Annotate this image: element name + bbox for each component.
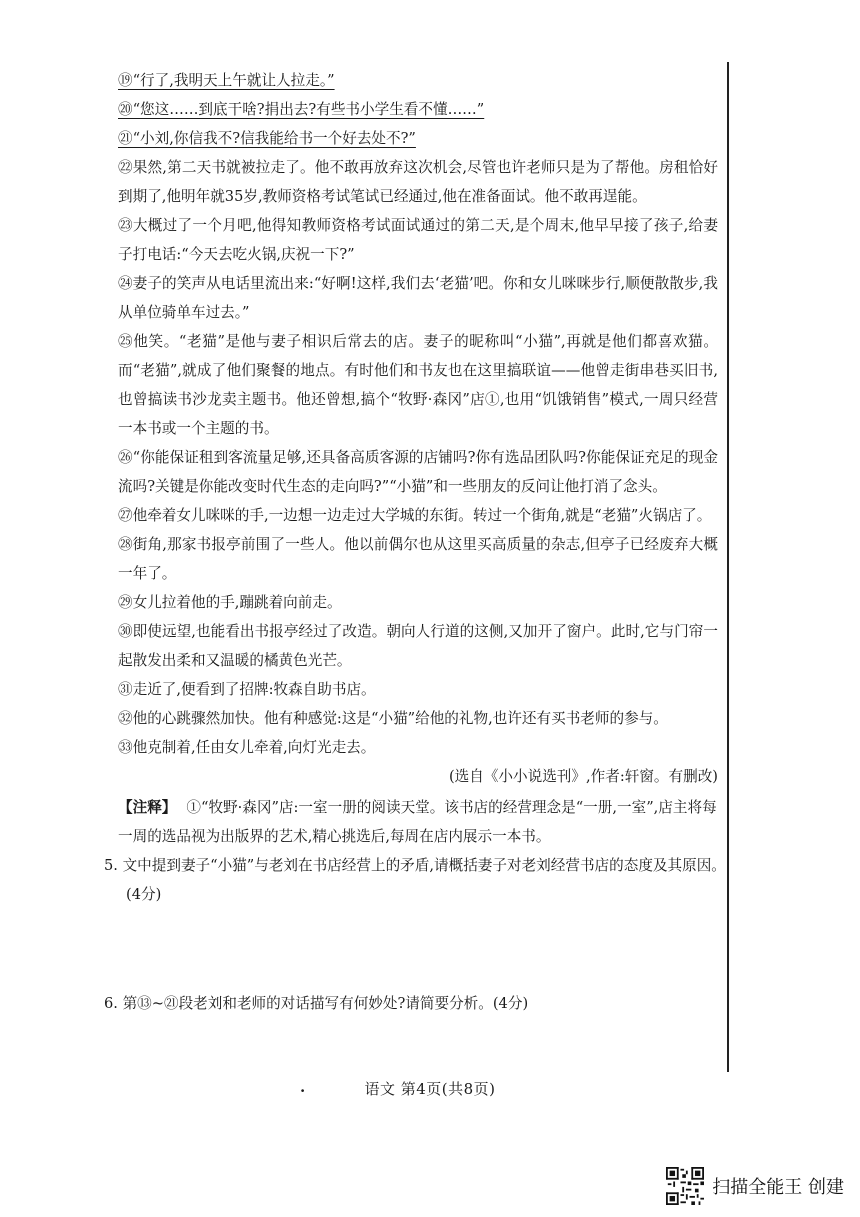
qr-code-icon (666, 1167, 704, 1205)
scanner-watermark (666, 1166, 844, 1206)
page-number: 语文 第4页(共8页) (364, 1080, 496, 1098)
paragraph-22: ㉒果然,第二天书就被拉走了。他不敢再放弃这次机会,尽管也许老师只是为了帮他。房租恰好到期了,他明年就35岁,教师资格考试笔试已经通过,他在准备面试。他不敢再逞能。 (118, 159, 718, 205)
paragraph-30: ㉚即使远望,也能看出书报亭经过了改造。朝向人行道的这侧,又加开了窗户。此时,它与门帘一起散发出柔和又温暖的橘黄色光芒。 (118, 623, 718, 669)
reading-passage (104, 66, 726, 1018)
paragraph-33: ㉝他克制着,任由女儿牵着,向灯光走去。 (118, 739, 376, 756)
paragraph-26: ㉖“你能保证租到客流量足够,还具备高质客源的店铺吗?你有选品团队吗?你能保证充足的现金流吗?关键是你能改变时代生态的走向吗?”“小猫”和一些朋友的反问让他打消了念头。 (118, 449, 718, 495)
paragraph-20: ⑳“您这……到底干啥?捐出去?有些书小学生看不懂……” (118, 101, 485, 118)
footnote (118, 793, 718, 851)
footnote-text: ①“牧野·森冈”店:一室一册的阅读天堂。该书店的经营理念是“一册,一室”,店主将每一周的选品视为出版界的艺术,精心挑选后,每周在店内展示一本书。 (118, 799, 717, 845)
source-citation: (选自《小小说选刊》,作者:轩窗。有删改) (448, 768, 718, 785)
paragraph-25: ㉕他笑。“老猫”是他与妻子相识后常去的店。妻子的昵称叫“小猫”,再就是他们都喜欢猫。而“老猫”,就成了他们聚餐的地点。有时他们和书友也在这里搞联谊——他曾走街串巷买旧书,也曾搞读书沙龙卖主题书。他还曾想,搞个“牧野·森冈”店①,也用“饥饿销售”模式,一周只经营一本书或一个主题的书。 (118, 333, 718, 437)
binding-margin-line (727, 62, 729, 1072)
paragraph-24: ㉔妻子的笑声从电话里流出来:“好啊!这样,我们去‘老猫’吧。你和女儿咪咪步行,顺便散散步,我从单位骑单车过去。” (118, 275, 718, 321)
page-footer (0, 1078, 860, 1099)
paragraph-23: ㉓大概过了一个月吧,他得知教师资格考试面试通过的第二天,是个周末,他早早接了孩子,给妻子打电话:“今天去吃火锅,庆祝一下?” (118, 217, 718, 263)
watermark-text: 扫描全能王 创建 (712, 1177, 844, 1198)
paragraph-28: ㉘街角,那家书报亭前围了一些人。他以前偶尔也从这里买高质量的杂志,但亭子已经废弃大概一年了。 (118, 536, 718, 582)
paragraph-21: ㉑“小刘,你信我不?信我能给书一个好去处不?” (118, 130, 416, 147)
answer-space-5[interactable] (118, 909, 718, 989)
question-5: 5. 文中提到妻子“小猫”与老刘在书店经营上的矛盾,请概括妻子对老刘经营书店的态度及其原因。(4分) (104, 857, 726, 903)
paragraph-29: ㉙女儿拉着他的手,蹦跳着向前走。 (118, 594, 342, 611)
paragraph-19: ⑲“行了,我明天上午就让人拉走。” (118, 72, 335, 89)
paragraph-31: ㉛走近了,便看到了招牌:牧森自助书店。 (118, 681, 376, 698)
footnote-tag: 【注释】 (118, 799, 177, 816)
footer-marker: · (300, 1082, 306, 1100)
paragraph-32: ㉜他的心跳骤然加快。他有种感觉:这是“小猫”给他的礼物,也许还有买书老师的参与。 (118, 710, 668, 727)
paragraph-27: ㉗他牵着女儿咪咪的手,一边想一边走过大学城的东街。转过一个街角,就是“老猫”火锅店了。 (118, 507, 712, 524)
question-6: 6. 第⑬~㉑段老刘和老师的对话描写有何妙处?请简要分析。(4分) (104, 995, 529, 1012)
